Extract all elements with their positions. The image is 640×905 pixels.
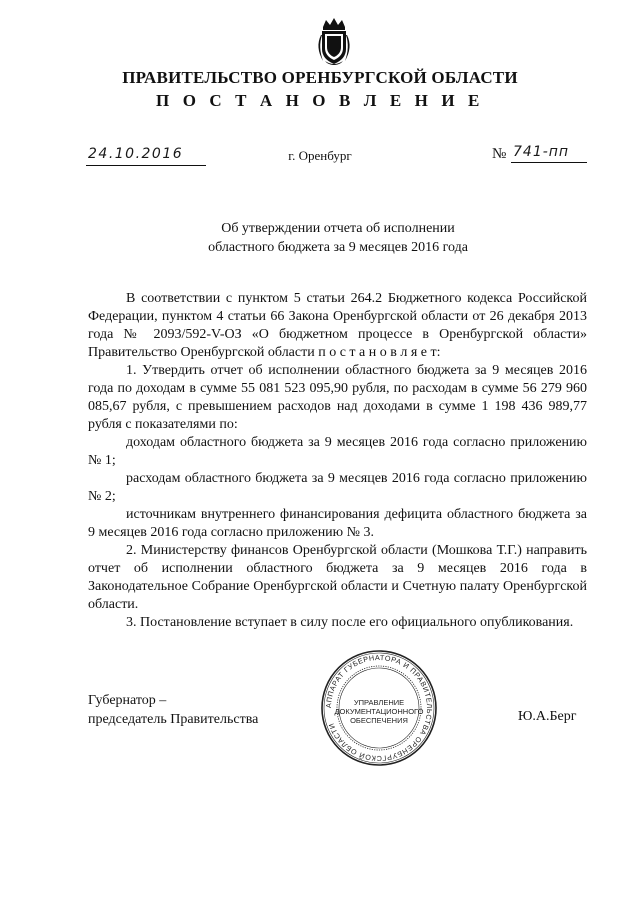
- decree-subject: [0, 219, 640, 257]
- paragraph-deficit-sources: источникам внутреннего финансирования дефицита областного бюджета за 9 месяцев 2016 года согласно приложению № 3.: [88, 507, 587, 540]
- signer-title-line-1: Губернатор –: [88, 693, 167, 708]
- signer-title: [88, 691, 258, 729]
- paragraph-expenses: расходам областного бюджета за 9 месяцев 2016 года согласно приложению № 2;: [88, 471, 587, 504]
- decree-date: 24.10.2016: [88, 146, 184, 162]
- government-title: ПРАВИТЕЛЬСТВО ОРЕНБУРГСКОЙ ОБЛАСТИ: [122, 68, 518, 87]
- document-type: П О С Т А Н О В Л Е Н И Е: [156, 91, 484, 110]
- seal-center-line-1: УПРАВЛЕНИЕ: [353, 698, 405, 707]
- number-underline: [511, 162, 587, 163]
- subject-line-1: Об утверждении отчета об исполнении: [221, 221, 455, 236]
- decree-body: [88, 290, 587, 632]
- date-underline: [86, 165, 206, 166]
- orenburg-coat-of-arms-icon: [313, 17, 355, 67]
- subject-line-2: областного бюджета за 9 месяцев 2016 года: [208, 240, 468, 255]
- seal-ring-text: АППАРАТ ГУБЕРНАТОРА И ПРАВИТЕЛЬСТВА ОРЕНБУРГСКОЙ ОБЛАСТИ: [323, 652, 435, 764]
- paragraph-item-3: 3. Постановление вступает в силу после его официального опубликования.: [126, 615, 574, 630]
- seal-center-text: [333, 698, 425, 725]
- seal-center-line-3: ОБЕСПЕЧЕНИЯ: [350, 716, 408, 725]
- number-label: №: [492, 146, 507, 162]
- paragraph-preamble: В соответствии с пунктом 5 статьи 264.2 Бюджетного кодекса Российской Федерации, пунктом 4 статьи 66 Закона Оренбургской области от 26 декабря 2013 года № 2093/592-V-ОЗ «О бюджетном процессе в Оренбургской области» Правительство Оренбургской области п о с т а н о в л я е т:: [88, 291, 587, 360]
- city: г. Оренбург: [288, 148, 352, 163]
- paragraph-item-1: 1. Утвердить отчет об исполнении областного бюджета за 9 месяцев 2016 года по доходам в сумме 55 081 523 095,90 рубля, по расходам в сумме 56 279 960 085,67 рубля, с превышением расходов над доходами в сумме 1 198 436 989,77 рубля с показателями по:: [88, 363, 587, 432]
- seal-center-line-2: ДОКУМЕНТАЦИОННОГО: [334, 707, 424, 716]
- signer-name: Ю.А.Берг: [518, 709, 577, 724]
- paragraph-income: доходам областного бюджета за 9 месяцев 2016 года согласно приложению № 1;: [88, 435, 587, 468]
- signer-title-line-2: председатель Правительства: [88, 712, 259, 727]
- paragraph-item-2: 2. Министерству финансов Оренбургской области (Мошкова Т.Г.) направить отчет об исполнении областного бюджета за 9 месяцев 2016 года в Законодательное Собрание Оренбургской области и Счетную палату Оренбургской области.: [88, 543, 587, 612]
- decree-number: 741-пп: [513, 144, 570, 160]
